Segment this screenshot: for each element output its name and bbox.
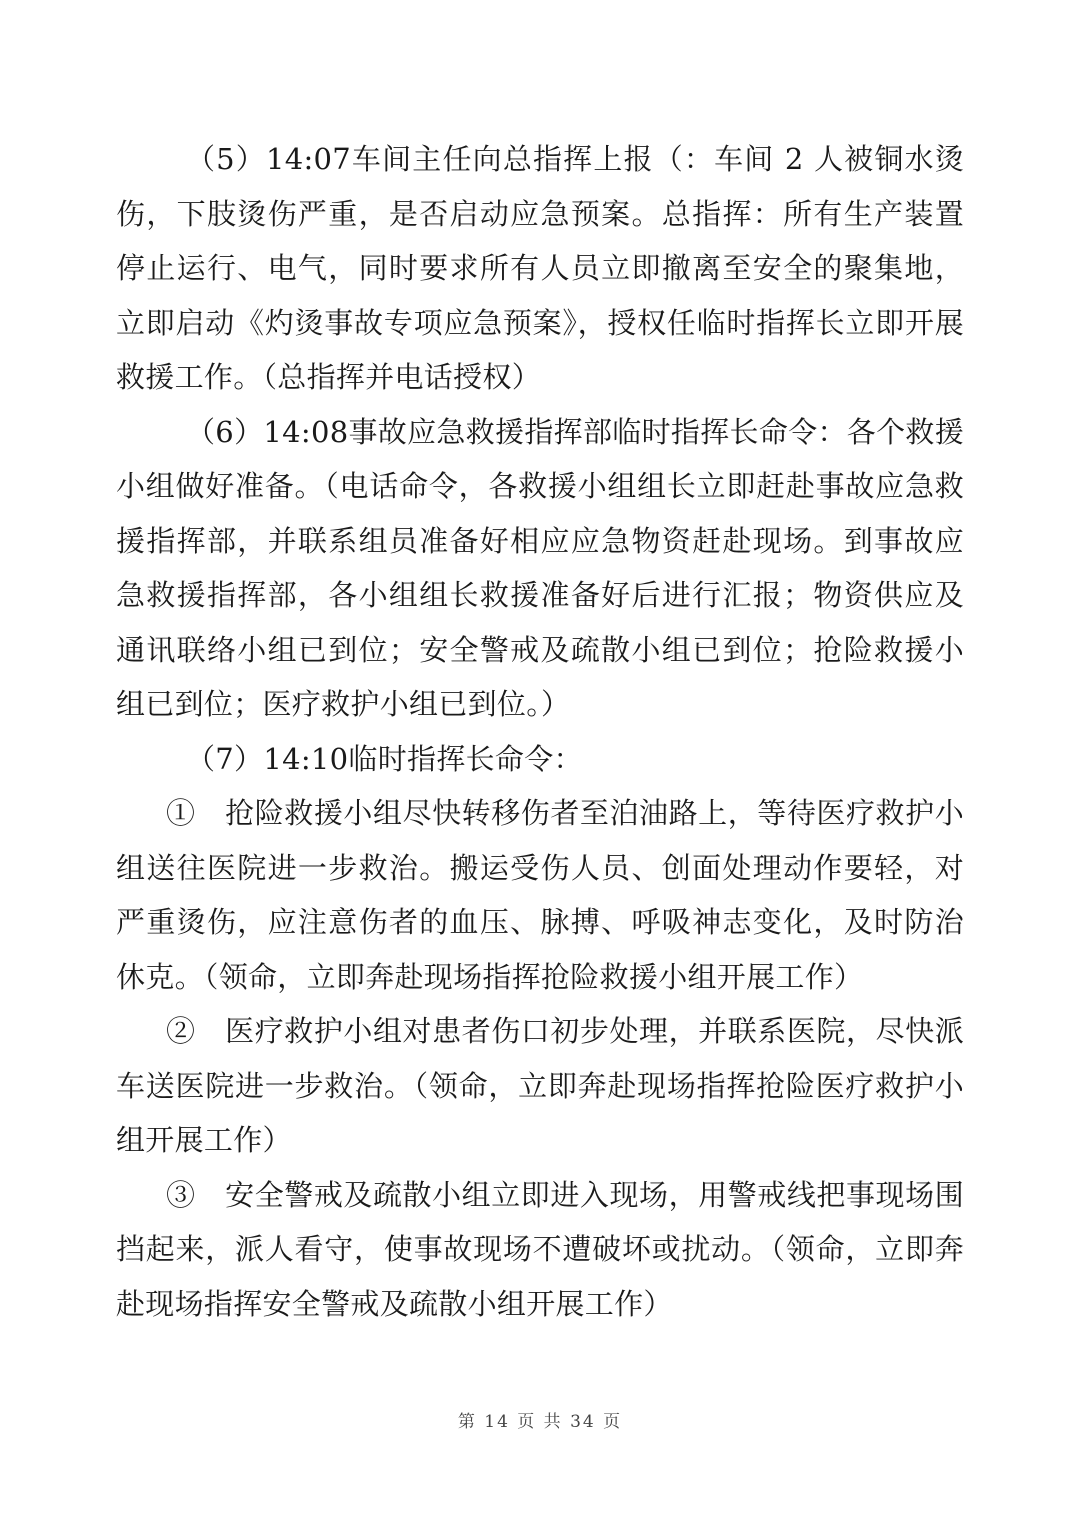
paragraph-5: （5）14:07车间主任向总指挥上报（：车间 2 人被铜水烫伤，下肢烫伤严重，是否启动应急预案。总指挥：所有生产装置停止运行、电气，同时要求所有人员立即撤离至安全的聚集地，立即启动《灼烫事故专项应急预案》，授权任临时指挥长立即开展救援工作。（总指挥并电话授权） [116, 142, 964, 394]
page-number-footer: 第 14 页 共 34 页 [457, 1412, 623, 1432]
paragraph-7: （7）14:10临时指挥长命令： [186, 741, 583, 776]
document-body [116, 132, 964, 1331]
paragraph-6: （6）14:08事故应急救援指挥部临时指挥长命令：各个救援小组做好准备。（电话命令，各救援小组组长立即赶赴事故应急救援指挥部，并联系组员准备好相应应急物资赶赴现场。到事故应急救援指挥部，各小组组长救援准备好后进行汇报；物资供应及通讯联络小组已到位；安全警戒及疏散小组已到位；抢险救援小组已到位；医疗救护小组已到位。） [116, 414, 964, 721]
list-item-2: ② 医疗救护小组对患者伤口初步处理，并联系医院，尽快派车送医院进一步救治。（领命，立即奔赴现场指挥抢险医疗救护小组开展工作） [116, 1014, 964, 1157]
list-item-1: ① 抢险救援小组尽快转移伤者至泊油路上，等待医疗救护小组送往医院进一步救治。搬运受伤人员、创面处理动作要轻，对严重烫伤，应注意伤者的血压、脉搏、呼吸神志变化，及时防治休克。（领命，立即奔赴现场指挥抢险救援小组开展工作） [116, 796, 964, 994]
list-item-3: ③ 安全警戒及疏散小组立即进入现场，用警戒线把事现场围挡起来，派人看守，使事故现场不遭破坏或扰动。（领命，立即奔赴现场指挥安全警戒及疏散小组开展工作） [116, 1177, 964, 1321]
